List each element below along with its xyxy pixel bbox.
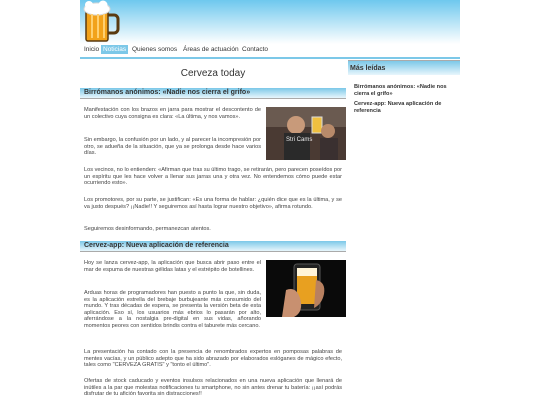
sidebar-heading: Más leídas <box>350 65 386 72</box>
nav-contacto[interactable]: Contacto <box>242 46 269 53</box>
article1-paragraph: Sin embargo, la confusión por un lado, y al parecer la incompresión por otro, se adueña de la situación, que ya se prolonga desde hace varios días. <box>84 137 261 157</box>
sidebar-heading-bar <box>348 60 460 75</box>
article2-paragraph: Hoy se lanza cervez-app, la aplicación que busca abrir paso entre el mar de espuma de nuestras gélidas latas y el estrépito de botellines. <box>84 260 261 273</box>
phone-app-drawing <box>266 260 346 317</box>
nav-areas-actuacion[interactable]: Áreas de actuación <box>183 46 239 53</box>
beer-mug-logo-icon[interactable] <box>82 0 122 44</box>
sidebar-link[interactable]: Birrómanos anónimos: «Nadie nos cierra el grifo» <box>354 84 447 97</box>
article2-heading[interactable]: Cervez-app: Nueva aplicación de referencia <box>84 242 229 249</box>
protest-photo-drawing <box>266 107 346 160</box>
page-title: Cerveza today <box>180 68 246 79</box>
article1-paragraph: Manifestación con los brazos en jarra para mostrar el descontento de un colectivo cuya consigna es clara: «La última, y nos vamos». <box>84 107 261 120</box>
article1-paragraph: Seguiremos desinformando, permanezcan atentos. <box>84 226 211 232</box>
article2-paragraph: Ofertas de stock caducado y eventos insulsos relacionados en una nueva aplicación que llenará de inútiles a la par que molestas notificaciones tu smartphone, no sin antes drenar tu batería: ¡¡así podrás disfrutar de tu afición favorita sin distracciones!! <box>84 378 342 398</box>
article2-paragraph: La presentación ha contado con la presencia de renombrados expertos en pomposas palabras de mentes vacías, y un público adepto que ha sido abrazado por elaborados eslóganes de mágico efecto, tales como "CERVEZA GRATIS" y "tonto el último". <box>84 349 342 369</box>
article1-paragraph: Los vecinos, no lo entienden: «Afirman que tras su último trago, se retirarán, pero parecen poseídos por un espíritu que les hace volver a llenar sus jarras una y otra vez. No entendemos cómo puede estar ocurriendo esto». <box>84 167 342 187</box>
nav-quienes-somos[interactable]: Quienes somos <box>132 46 178 53</box>
phone-app-photo <box>266 260 346 317</box>
article1-heading-bar <box>80 88 346 99</box>
nav-noticias[interactable]: Noticias <box>103 46 127 53</box>
article1-paragraph: Los promotores, por su parte, se justifican: «Es una forma de hablar: ¿quién dice que es la última, y se va justo después? ¡¡Nadie!! Y seguiremos así hasta lograr nuestro objetivo», afirma rotundo. <box>84 197 342 210</box>
article1-heading[interactable]: Birrómanos anónimos: «Nadie nos cierra el grifo» <box>84 89 251 96</box>
nav-inicio[interactable]: Inicio <box>84 46 100 53</box>
site-header <box>80 0 460 44</box>
page-container <box>80 0 460 405</box>
photo-caption: Stri Cams <box>286 137 313 143</box>
article2-paragraph: Arduas horas de programadores han puesto a punto la que, sin duda, es la aplicación estrella del brebaje burbujeante más consumido del mundo. Y tras décadas de espera, se presenta la versión beta de esta aplicación. Eso sí, los usuarios más ebrios lo pasarán por alto, aferrándose a la nostalgia pre-digital en sus vidas, añorando momentos peores con sentidos brindis contra el taburete más cercano. <box>84 290 261 329</box>
sidebar-link[interactable]: Cervez-app: Nueva aplicación de referencia <box>354 101 442 114</box>
protest-photo <box>266 107 346 160</box>
article2-heading-bar <box>80 241 346 252</box>
main-nav <box>80 44 460 59</box>
